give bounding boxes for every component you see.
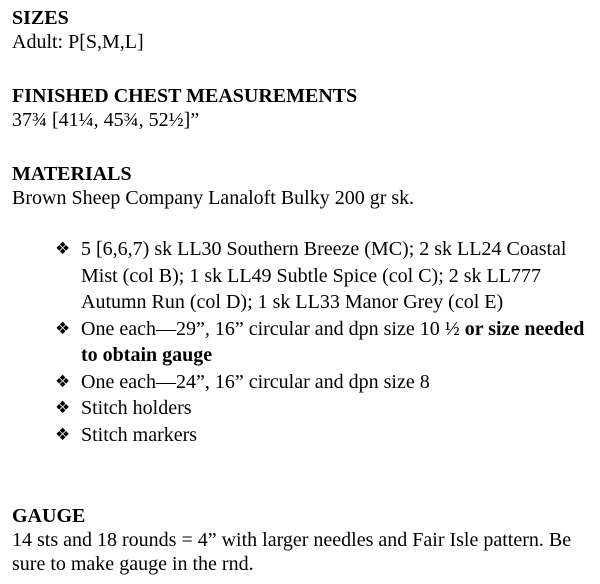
gauge-section: [12, 504, 597, 576]
materials-text: Brown Sheep Company Lanaloft Bulky 200 gr sk.: [12, 187, 415, 209]
chest-heading: FINISHED CHEST MEASUREMENTS: [12, 85, 358, 107]
diamond-bullet-icon: ❖: [55, 239, 71, 259]
diamond-bullet-icon: ❖: [55, 424, 71, 445]
list-item: [55, 369, 595, 396]
list-item: [55, 316, 595, 369]
materials-heading: MATERIALS: [12, 163, 132, 185]
list-item: [55, 236, 595, 316]
gauge-text: 14 sts and 18 rounds = 4” with larger needles and Fair Isle pattern. Be sure to make gauge in the rnd.: [12, 529, 572, 575]
materials-list: [55, 236, 595, 448]
diamond-bullet-icon: ❖: [55, 318, 71, 339]
list-item-text: 5 [6,6,7) sk LL30 Southern Breeze (MC); 2 sk LL24 Coastal Mist (col B); 1 sk LL49 Subtle Spice (col C); 2 sk LL777 Autumn Run (col D); 1 sk LL33 Manor Grey (col E): [81, 238, 567, 313]
chest-section: [12, 84, 597, 132]
list-item-text: Stitch markers: [81, 423, 198, 446]
list-item-text: Stitch holders: [81, 397, 192, 419]
gauge-heading: GAUGE: [12, 505, 86, 527]
chest-text: 37¾ [41¼, 45¾, 52½]”: [12, 109, 200, 131]
list-item-emphasis: or size needed to obtain gauge: [81, 317, 585, 366]
sizes-text: Adult: P[S,M,L]: [12, 31, 144, 53]
list-item: [55, 395, 595, 422]
diamond-bullet-icon: ❖: [55, 371, 71, 392]
list-item-text: One each—24”, 16” circular and dpn size 8: [81, 370, 430, 393]
list-item: [55, 422, 595, 449]
materials-section: [12, 162, 597, 210]
list-item-text: One each—29”, 16” circular and dpn size 10 ½: [81, 317, 465, 340]
sizes-heading: SIZES: [12, 7, 69, 29]
sizes-section: [12, 6, 597, 54]
diamond-bullet-icon: ❖: [55, 398, 71, 418]
